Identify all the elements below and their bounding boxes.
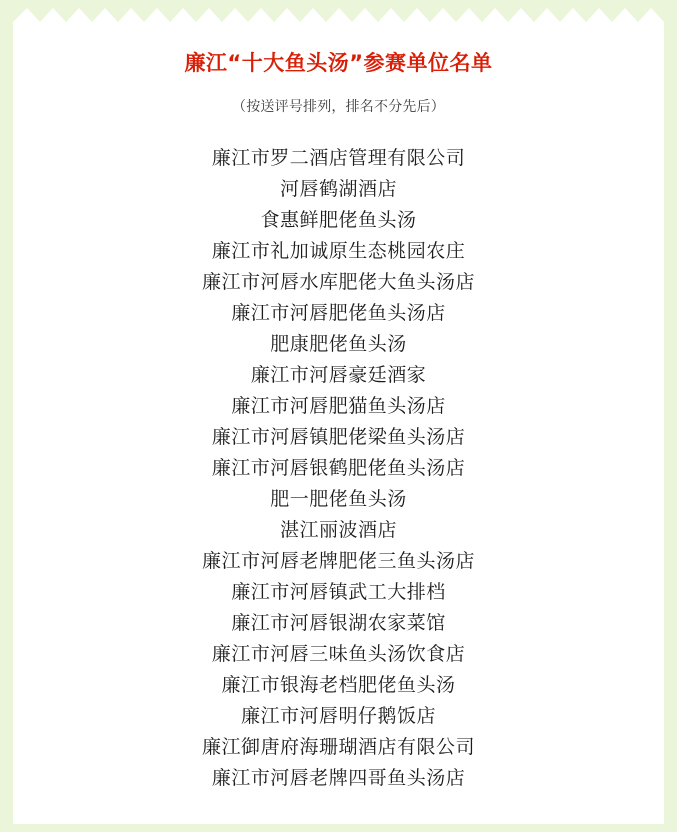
list-item: 廉江市河唇镇肥佬梁鱼头汤店 bbox=[211, 426, 466, 449]
list-item: 肥康肥佬鱼头汤 bbox=[270, 333, 407, 356]
document-content bbox=[13, 22, 664, 794]
list-item: 廉江市银海老档肥佬鱼头汤 bbox=[221, 674, 456, 697]
list-item: 廉江市河唇豪廷酒家 bbox=[250, 364, 427, 387]
list-item: 河唇鹤湖酒店 bbox=[279, 178, 397, 201]
list-item: 湛江丽波酒店 bbox=[279, 519, 397, 542]
list-item: 廉江市河唇肥猫鱼头汤店 bbox=[231, 395, 446, 418]
list-item: 廉江市河唇老牌肥佬三鱼头汤店 bbox=[201, 550, 475, 573]
page-title: 廉江“十大鱼头汤”参赛单位名单 bbox=[184, 51, 493, 75]
list-item: 廉江市河唇明仔鹅饭店 bbox=[240, 705, 436, 728]
list-item: 廉江御唐府海珊瑚酒店有限公司 bbox=[201, 736, 475, 759]
list-item: 食惠鲜肥佬鱼头汤 bbox=[260, 209, 417, 232]
document-card bbox=[13, 8, 664, 824]
zigzag-edge-decoration bbox=[13, 8, 664, 22]
list-item: 廉江市河唇老牌四哥鱼头汤店 bbox=[211, 767, 466, 790]
list-item: 廉江市河唇三味鱼头汤饮食店 bbox=[211, 643, 466, 666]
list-item: 廉江市礼加诚原生态桃园农庄 bbox=[211, 240, 466, 263]
list-item: 廉江市河唇银鹤肥佬鱼头汤店 bbox=[211, 457, 466, 480]
list-item: 廉江市罗二酒店管理有限公司 bbox=[211, 147, 466, 170]
participant-list bbox=[13, 143, 664, 794]
page-subtitle: （按送评号排列，排名不分先后） bbox=[232, 99, 445, 116]
list-item: 肥一肥佬鱼头汤 bbox=[270, 488, 407, 511]
list-item: 廉江市河唇水库肥佬大鱼头汤店 bbox=[201, 271, 475, 294]
list-item: 廉江市河唇肥佬鱼头汤店 bbox=[231, 302, 446, 325]
list-item: 廉江市河唇镇武工大排档 bbox=[231, 581, 446, 604]
list-item: 廉江市河唇银湖农家菜馆 bbox=[231, 612, 446, 635]
